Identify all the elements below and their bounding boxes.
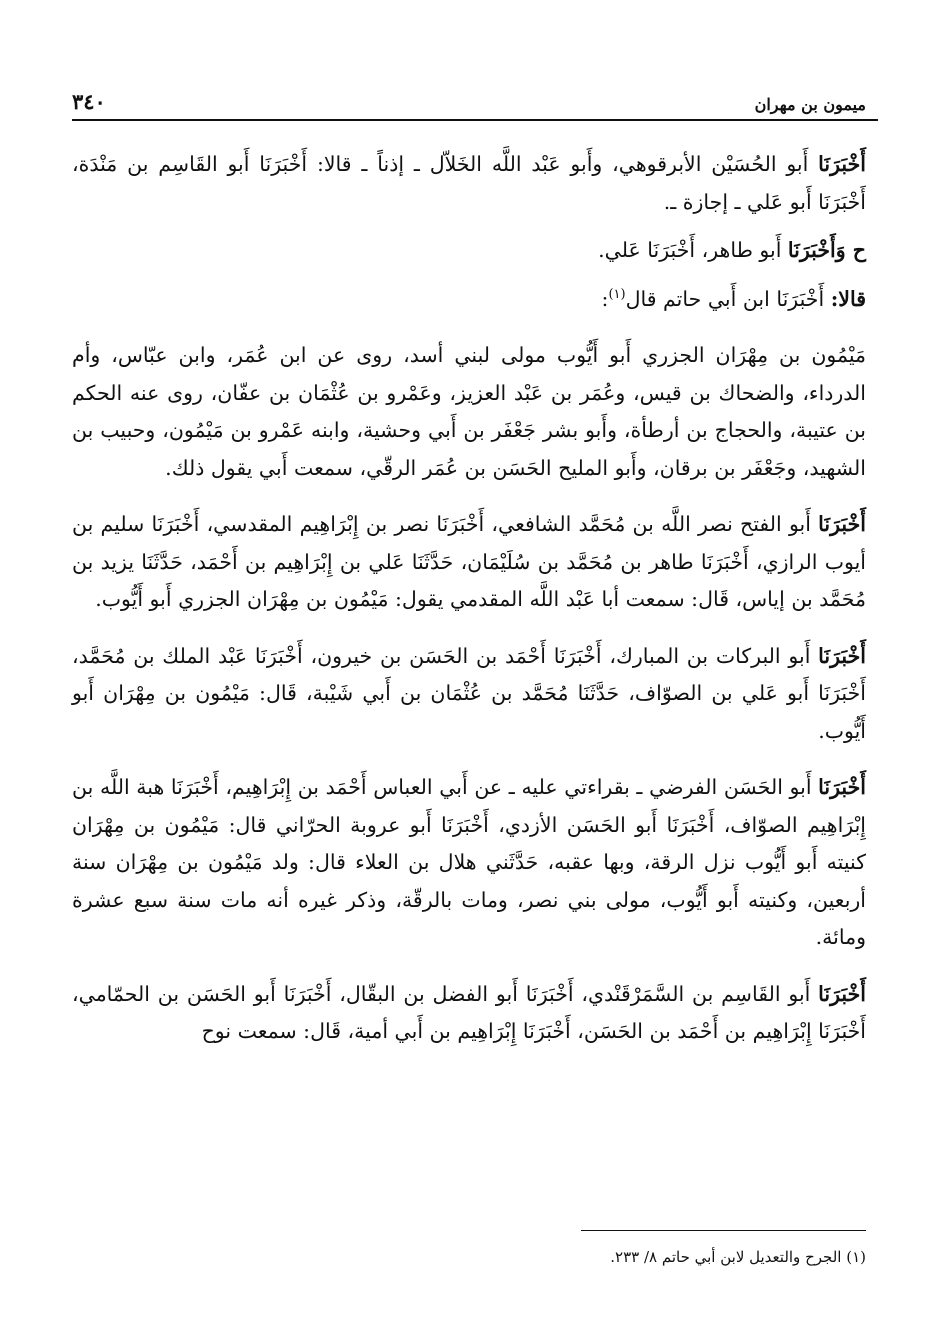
running-title: ميمون بن مهران <box>754 95 866 114</box>
paragraph-text: أَبو القَاسِم بن السَّمَرْقَنْدي، أَخْبَرَنَا أَبو الفضل بن البقّال، أَخْبَرَنَا أَبو الحَسَن بن الحمّامي، أَخْبَرَنَا إِبْرَاهِيم بن أَحْمَد بن الحَسَن، أَخْبَرَنَا إِبْرَاهِيم بن أَبي أمية، قَال: سمعت نوح <box>72 981 866 1043</box>
paragraph-text: أَخْبَرَنَا ابن أَبي حاتم قال <box>625 286 831 311</box>
paragraph-6 <box>72 638 866 751</box>
paragraph-8 <box>72 976 866 1051</box>
paragraph-1 <box>72 146 866 221</box>
paragraph-text: أَبو البركات بن المبارك، أَخْبَرَنَا أَحْمَد بن الحَسَن بن خيرون، أَخْبَرَنَا عَبْد الملك بن مُحَمَّد، أَخْبَرَنَا أَبو عَلي بن الصوّاف، حَدَّثَنَا مُحَمَّد بن عُثْمَان بن أَبي شَيْبة، قَال: مَيْمُون بن مِهْرَان أَبو أَيُّوب. <box>72 643 866 743</box>
paragraph-3 <box>72 281 866 319</box>
paragraph-lead: ح وَأَخْبَرَنَا <box>787 238 866 262</box>
paragraph-text: مَيْمُون بن مِهْرَان الجزري أَبو أَيُّوب مولى لبني أسد، روى عن ابن عُمَر، وابن عبّاس، وأم الدرداء، والضحاك بن قيس، وعُمَر بن عَبْد العزيز، وعَمْرو بن عُثْمَان بن عفّان، روى عنه الحكم بن عتيبة، والحجاج بن أرطأة، وأَبو بشر جَعْفَر بن أَبي وحشية، وابنه عَمْرو بن مَيْمُون، وحبيب بن الشهيد، وجَعْفَر بن برقان، وأَبو المليح الحَسَن بن عُمَر الرقّي، سمعت أَبي يقول ذلك. <box>72 343 866 480</box>
header-divider <box>72 119 878 121</box>
paragraph-text: أَبو الفتح نصر اللَّه بن مُحَمَّد الشافعي، أَخْبَرَنَا نصر بن إِبْرَاهِيم المقدسي، أَخْبَرَنَا سليم بن أيوب الرازي، أَخْبَرَنَا طاهر بن مُحَمَّد بن سُلَيْمَان، حَدَّثَنَا عَلي بن إِبْرَاهِيم بن أَحْمَد، حَدَّثَنَا يزيد بن مُحَمَّد بن إياس، قَال: سمعت أبا عَبْد اللَّه المقدمي يقول: مَيْمُون بن مِهْرَان الجزري أَبو أَيُّوب. <box>72 512 866 611</box>
footnote-reference[interactable]: (١) <box>608 286 626 302</box>
paragraph-text-end: : <box>601 286 609 311</box>
page-body <box>72 146 866 1070</box>
paragraph-text: أَبو طاهر، أَخْبَرَنَا عَلي. <box>598 238 788 262</box>
paragraph-4 <box>72 337 866 487</box>
paragraph-lead: أَخْبَرَنَا <box>818 643 866 668</box>
paragraph-lead: أَخْبَرَنَا <box>818 512 866 536</box>
paragraph-text: أَبو الحَسَن الفرضي ـ بقراءتي عليه ـ عن أَبي العباس أَحْمَد بن إِبْرَاهِيم، أَخْبَرَنَا هبة اللَّه بن إِبْرَاهِيم الصوّاف، أَخْبَرَنَا أَبو الحَسَن الأزدي، أَخْبَرَنَا أَبو عروبة الحرّاني قال: مَيْمُون بن مِهْرَان كنيته أَبو أَيُّوب نزل الرقة، وبها عقبه، حَدَّثَني هلال بن العلاء قال: ولد مَيْمُون بن مِهْرَان سنة أربعين، وكنيته أَبو أَيُّوب، مولى بني نصر، ومات بالرقّة، وذكر غيره أنه مات سنة سبع عشرة ومائة. <box>72 775 866 949</box>
footnote: (١) الجرح والتعديل لابن أبي حاتم ٨/ ٢٣٣. <box>610 1248 866 1266</box>
paragraph-2 <box>72 232 866 270</box>
paragraph-lead: أَخْبَرَنَا <box>818 775 866 799</box>
paragraph-text: أَبو الحُسَيْن الأبرقوهي، وأَبو عَبْد اللَّه الخَلاّل ـ إذناً ـ قالا: أَخْبَرَنَا أَبو القَاسِم بن مَنْدَة، أَخْبَرَنَا أَبو عَلي ـ إجازة ـ. <box>72 152 866 214</box>
paragraph-lead: أَخْبَرَنَا <box>818 981 866 1006</box>
paragraph-5 <box>72 506 866 619</box>
paragraph-lead: أَخْبَرَنَا <box>818 152 866 176</box>
page-header <box>72 80 866 114</box>
footnote-divider <box>581 1230 866 1231</box>
paragraph-lead: قالا: <box>830 286 866 311</box>
paragraph-7 <box>72 769 866 957</box>
page-number: ٣٤٠ <box>72 89 106 114</box>
